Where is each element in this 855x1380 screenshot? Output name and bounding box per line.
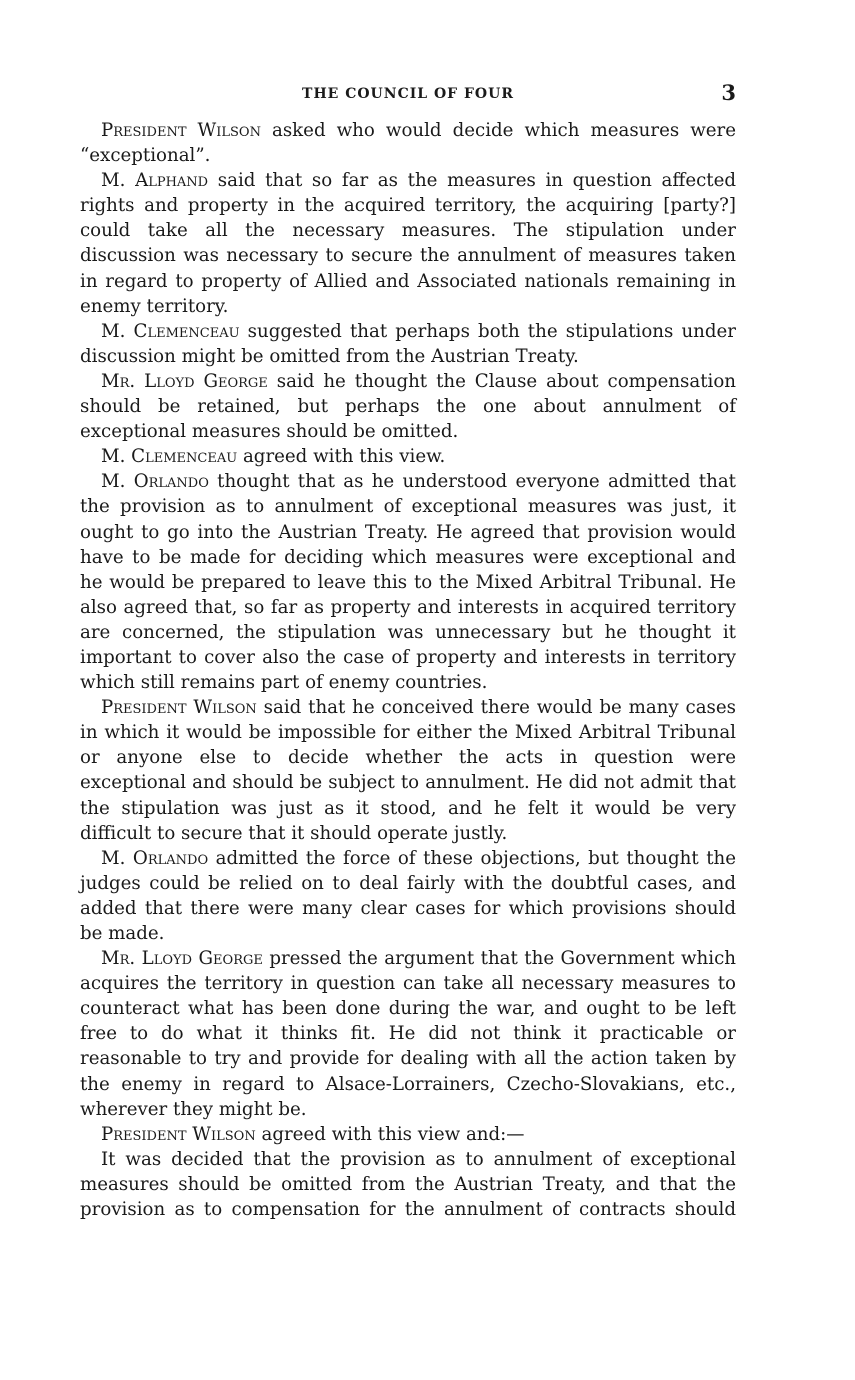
paragraph-text: pressed the argument that the Government which acquires the territory in question can take all necessary measures to counteract what has been done during the war, and ought to be left free to do what it thinks fit. He did not think it practicable or reasonable to try and provide for dealing with all the action taken by the enemy in regard to Alsace-Lorrainers, Czecho-Slovakians, etc., wherever they might be. <box>80 948 736 1120</box>
speaker-name: President Wilson <box>101 120 261 141</box>
paragraph <box>80 469 736 695</box>
speaker-name: M. Orlando <box>101 847 209 869</box>
paragraph-text: agreed with this view. <box>237 446 446 468</box>
paragraph <box>80 846 736 946</box>
paragraph-text: said that so far as the measures in question affected rights and property in the acquired territory, the acquiring [party?] could take all the necessary measures. The stipulation under discussion was necessary to secure the annulment of measures taken in regard to property of Allied and Associated nationals remaining in enemy territory. <box>80 170 736 317</box>
paragraph <box>80 168 736 319</box>
speaker-name: M. Clemenceau <box>101 446 238 468</box>
running-head <box>80 78 736 110</box>
paragraph-text: asked who would decide which measures were “exceptional”. <box>80 120 736 167</box>
paragraph <box>80 319 736 369</box>
paragraph-text: suggested that perhaps both the stipulations under discussion might be omitted from the Austrian Treaty. <box>80 320 736 367</box>
speaker-name: President Wilson <box>101 1123 256 1145</box>
body-text <box>80 118 736 1222</box>
paragraph-text: said that he conceived there would be many cases in which it would be impossible for either the Mixed Arbitral Tribunal or anyone else to decide whether the acts in question were exceptional and should be subject to annulment. He did not admit that the stipulation was just as it stood, and he felt it would be very difficult to secure that it should operate justly. <box>80 697 736 844</box>
speaker-name: M. Clemenceau <box>101 320 240 342</box>
speaker-name: President Wilson <box>101 697 257 719</box>
paragraph <box>80 369 736 444</box>
paragraph-text: admitted the force of these objections, but thought the judges could be relied on to deal fairly with the doubtful cases, and added that there were many clear cases for which provisions should be made. <box>80 847 736 944</box>
paragraph-text: thought that as he understood everyone admitted that the provision as to annulment of exceptional measures was just, it ought to go into the Austrian Treaty. He agreed that provision would have to be made for deciding which measures were exceptional and he would be prepared to leave this to the Mixed Arbitral Tribunal. He also agreed that, so far as property and interests in acquired territory are concerned, the stipulation was unnecessary but he thought it important to cover also the case of property and interests in territory which still remains part of enemy countries. <box>80 471 736 694</box>
paragraph <box>80 695 736 846</box>
paragraph <box>80 444 736 469</box>
paragraph-text: It was decided that the provision as to annulment of exceptional measures should be omitted from the Austrian Treaty, and that the provision as to compensation for the annulment of contracts should <box>80 1148 736 1221</box>
speaker-name: Mr. Lloyd George <box>101 948 263 970</box>
running-title: THE COUNCIL OF FOUR <box>302 86 514 102</box>
speaker-name: Mr. Lloyd George <box>101 370 268 392</box>
document-page <box>80 78 736 1222</box>
paragraph-text: said he thought the Clause about compensation should be retained, but perhaps the one about annulment of exceptional measures should be omitted. <box>80 370 737 443</box>
page-number: 3 <box>721 80 736 105</box>
speaker-name: M. Alphand <box>101 170 209 192</box>
paragraph <box>80 946 736 1122</box>
speaker-name: M. Orlando <box>101 471 209 493</box>
paragraph <box>80 1147 736 1222</box>
paragraph-text: agreed with this view and:— <box>255 1123 525 1145</box>
paragraph <box>80 1122 736 1147</box>
paragraph <box>80 118 736 168</box>
